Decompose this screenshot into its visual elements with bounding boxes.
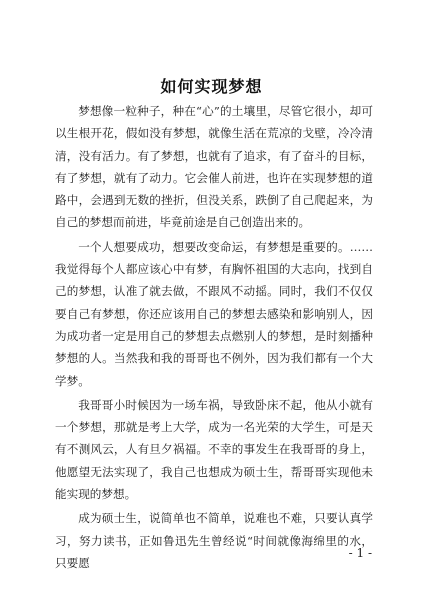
document-title: 如何实现梦想 [160, 77, 263, 96]
paragraph-4: 成为硕士生，说简单也不简单，说难也不难，只要认真学习，努力读书，正如鲁迅先生曾经说“时间就像海绵里的水，只要愿 [55, 511, 373, 570]
document-body [55, 100, 373, 576]
paragraph-2: 一个人想要成功，想要改变命运，有梦想是重要的。……我觉得每个人都应该心中有梦，有胸怀祖国的大志向，找到自己的梦想，认准了就去做，不跟风不动摇。同时，我们不仅仅要自己有梦想，你还应该用自己的梦想去感染和影响别人，因为成功者一定是用自己的梦想去点燃别人的梦想，是时刻播种梦想的人。当然我和我的哥哥也不例外，因为我们都有一个大学梦。 [55, 239, 373, 388]
page-number: - 1 - [348, 546, 372, 560]
paragraph-1: 梦想像一粒种子，种在“心”的土壤里，尽管它很小，却可以生根开花，假如没有梦想，就像生活在荒凉的戈壁，冷冷清清，没有活力。有了梦想，也就有了追求，有了奋斗的目标，有了梦想，就有了动力。它会催人前进，也许在实现梦想的道路中，会遇到无数的挫折，但没关系，跌倒了自己爬起来，为自己的梦想而前进，毕竟前途是自己创造出来的。 [55, 104, 373, 230]
paragraph-3: 我哥哥小时候因为一场车祸，导致卧床不起，他从小就有一个梦想，那就是考上大学，成为一名光荣的大学生，可是天有不测风云，人有旦夕祸福。不幸的事发生在我哥哥的身上，他愿望无法实现了，我自己也想成为硕士生，帮哥哥实现他未能实现的梦想。 [55, 397, 373, 502]
